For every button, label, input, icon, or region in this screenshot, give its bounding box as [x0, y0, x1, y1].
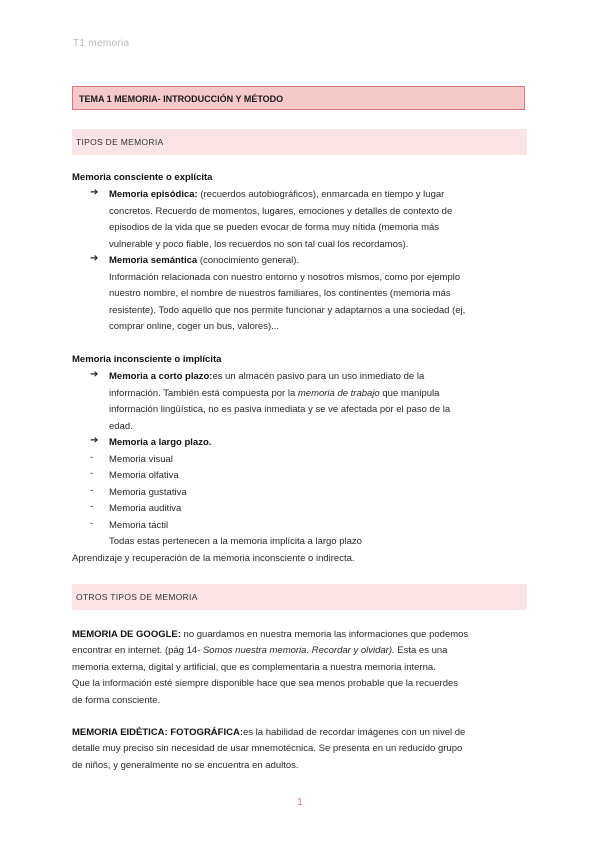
eidetic-rest: es la habilidad de recordar imágenes con un nivel de — [243, 727, 466, 738]
semantic-line — [109, 253, 299, 269]
google-line: de forma consciente. — [72, 694, 161, 706]
eidetic-label: MEMORIA EIDÉTICA: FOTOGRÁFICA: — [72, 727, 243, 738]
google-line: Que la información esté siempre disponible hace que sea menos probable que la recuerdes — [72, 678, 459, 690]
dash-bullet: - — [90, 501, 94, 512]
eidetic-line — [72, 725, 532, 741]
episodic-body-line: concretos. Recuerdo de momentos, lugares, emociones y detalles de contexto de — [109, 206, 453, 217]
book-reference: Somos nuestra memoria. Recordar y olvidar). — [202, 645, 395, 657]
page-number: 1 — [297, 797, 303, 808]
episodic-label: Memoria episódica: — [109, 189, 198, 200]
short-term-body-line: información lingüística, no es pasiva inmediata y se ve afectada por el paso de la — [109, 404, 451, 416]
semantic-rest: (conocimiento general). — [197, 255, 300, 266]
list-item: Memoria gustativa — [109, 487, 187, 498]
arrow-bullet-icon: ➔ — [90, 253, 99, 264]
chapter-title: TEMA 1 MEMORIA- INTRODUCCIÓN Y MÉTODO — [72, 86, 525, 110]
short-term-body — [109, 386, 450, 435]
google-memory-paragraph — [72, 627, 532, 709]
arrow-bullet-icon: ➔ — [90, 187, 99, 198]
google-line — [72, 643, 532, 659]
google-line — [72, 627, 532, 643]
google-label: MEMORIA DE GOOGLE: — [72, 629, 181, 640]
dash-bullet: - — [90, 468, 94, 479]
running-header: T1 memoria — [73, 38, 130, 49]
list-item: Memoria visual — [109, 454, 173, 465]
semantic-body-line: comprar online, coger un bus, valores)... — [109, 321, 280, 333]
working-memory-term: memoria de trabajo — [297, 388, 380, 399]
short-term-text: que manipula — [379, 388, 440, 399]
dash-bullet: - — [90, 452, 94, 463]
arrow-bullet-icon: ➔ — [90, 435, 99, 446]
semantic-body-line: nuestro nombre, el nombre de nuestros familiares, los continentes (memoria más — [109, 288, 451, 300]
short-term-label: Memoria a corto plazo: — [109, 371, 213, 382]
google-line: memoria externa, digital y artificial, que es complementaria a nuestra memoria interna. — [72, 661, 436, 673]
google-text: encontrar en internet. (pág 14- — [72, 645, 203, 657]
episodic-line — [109, 187, 444, 203]
short-term-body-line: edad. — [109, 420, 133, 432]
list-item: Memoria táctil — [109, 520, 169, 531]
closing-line: Aprendizaje y recuperación de la memoria inconsciente o indirecta. — [72, 553, 355, 564]
arrow-bullet-icon: ➔ — [90, 369, 99, 380]
dash-bullet: - — [90, 485, 94, 496]
google-rest: no guardamos en nuestra memoria las informaciones que podemos — [180, 629, 469, 640]
google-text: Esta es una — [394, 645, 448, 657]
semantic-body — [109, 270, 465, 336]
list-item: Memoria olfativa — [109, 470, 179, 481]
short-term-text: información. También está compuesta por la — [109, 388, 298, 399]
semantic-body-line: Información relacionada con nuestro entorno y nosotros mismos, como por ejemplo — [109, 272, 461, 283]
eidetic-line: de niños, y generalmente no se encuentra en adultos. — [72, 759, 299, 771]
list-item: Memoria auditiva — [109, 503, 182, 514]
long-term-label: Memoria a largo plazo. — [109, 437, 212, 448]
episodic-body — [109, 204, 452, 253]
short-term-rest: es un almacén pasivo para un uso inmediato de la — [212, 371, 425, 382]
semantic-body-line: resistente). Todo aquello que nos permite funcionar y adaptarnos a una sociedad (ej, — [109, 304, 466, 316]
section-bar-tipos: TIPOS DE MEMORIA — [72, 129, 527, 155]
heading-implicit: Memoria inconsciente o implícita — [72, 354, 222, 365]
episodic-body-line: episodios de la vida que se pueden evocar de forma muy nítida (memoria más — [109, 222, 440, 234]
eidetic-line: detalle muy preciso sin necesidad de usar mnemotécnica. Se presenta en un reducido grupo — [72, 743, 463, 755]
semantic-label: Memoria semántica — [109, 255, 198, 266]
episodic-rest: (recuerdos autobiográficos), enmarcada en tiempo y lugar — [197, 189, 445, 200]
heading-explicit: Memoria consciente o explícita — [72, 172, 213, 183]
short-term-body-line — [109, 386, 450, 402]
dash-bullet: - — [90, 518, 94, 529]
episodic-body-line: vulnerable y poco fiable, los recuerdos no son tal cual los recordamos). — [109, 238, 409, 250]
implicit-note: Todas estas pertenecen a la memoria implícita a largo plazo — [109, 536, 362, 547]
eidetic-memory-paragraph — [72, 725, 532, 774]
section-bar-otros: OTROS TIPOS DE MEMORIA — [72, 584, 527, 610]
short-term-line — [109, 369, 424, 385]
